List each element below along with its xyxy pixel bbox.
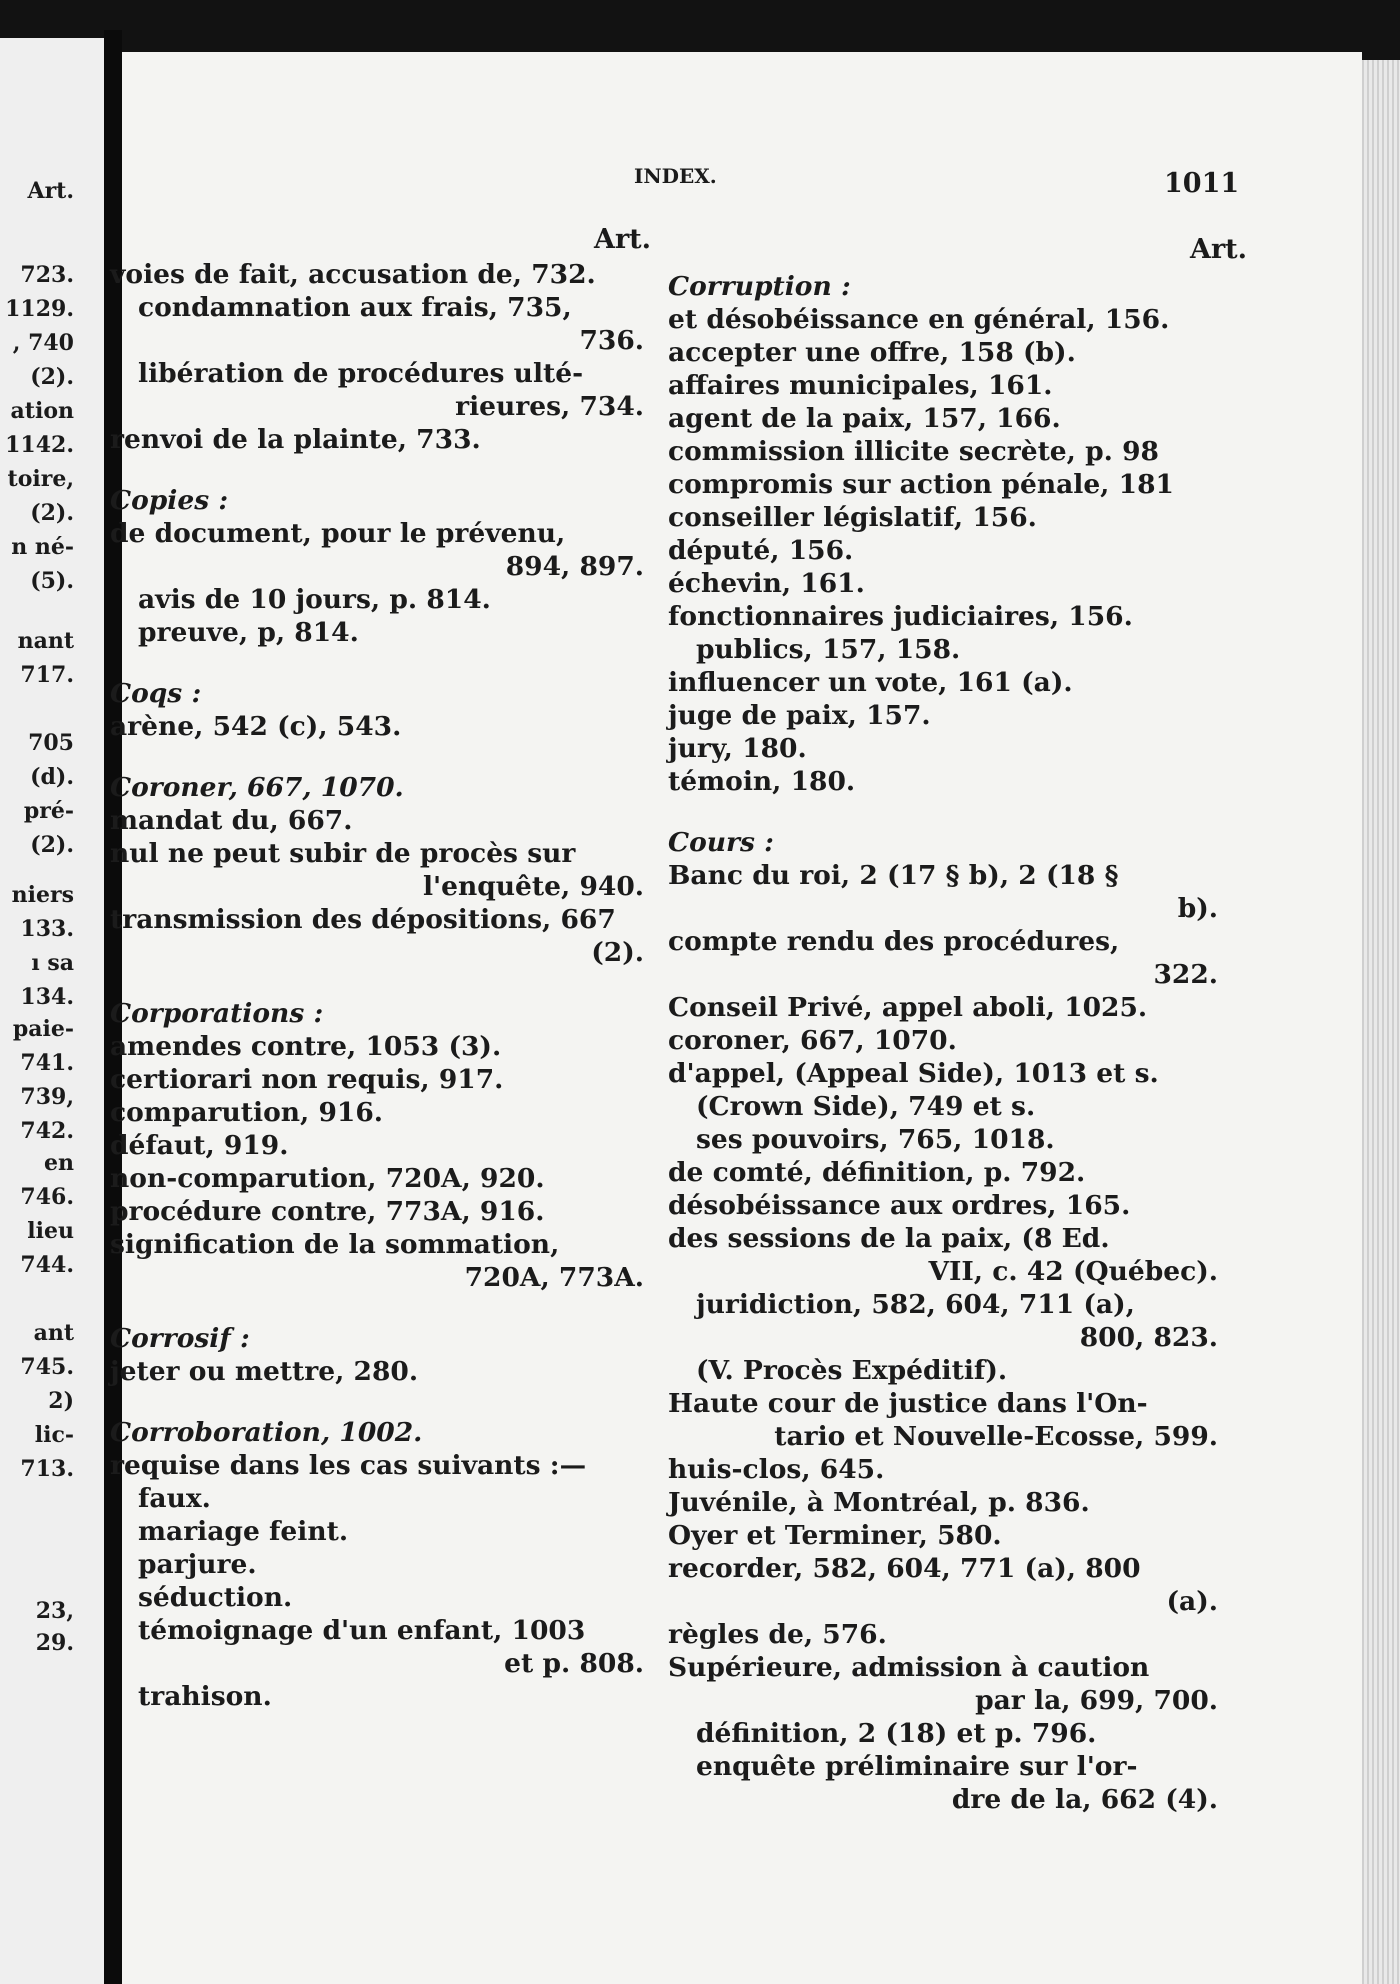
index-entry-line: Supérieure, admission à caution — [668, 1652, 1150, 1683]
index-entry-line: député, 156. — [668, 535, 854, 566]
index-entry-line: procédure contre, 773A, 916. — [110, 1196, 545, 1227]
index-heading: Coroner, 667, 1070. — [110, 772, 404, 803]
index-heading: Copies : — [110, 485, 229, 516]
facing-page-margin-line: 134. — [20, 984, 74, 1010]
facing-page-margin-line: 23, — [35, 1598, 74, 1624]
facing-page-margin-line: 2) — [48, 1388, 74, 1414]
facing-page-margin-line: (5). — [30, 568, 74, 594]
index-entry-line: requise dans les cas suivants :— — [110, 1450, 587, 1481]
index-entry-line: influencer un vote, 161 (a). — [668, 667, 1073, 698]
facing-page-margin-line: pré- — [23, 798, 74, 824]
facing-page-margin-line: 705 — [28, 730, 74, 756]
index-entry-line: jury, 180. — [668, 733, 807, 764]
index-heading: Corrosif : — [110, 1323, 250, 1354]
index-entry-line: témoin, 180. — [668, 766, 856, 797]
facing-page-margin-line: 717. — [20, 662, 74, 688]
entry-spacer — [110, 1388, 644, 1416]
entry-spacer — [110, 743, 644, 771]
index-entry-line: trahison. — [138, 1681, 272, 1712]
index-entry-line: recorder, 582, 604, 771 (a), 800 — [668, 1553, 1141, 1584]
index-entry-line: d'appel, (Appeal Side), 1013 et s. — [668, 1058, 1159, 1089]
index-entry-line: coroner, 667, 1070. — [668, 1025, 957, 1056]
index-entry-line: rieures, 734. — [455, 391, 644, 422]
index-entry-line: Haute cour de justice dans l'On- — [668, 1388, 1148, 1419]
facing-page-margin-line: , 740 — [12, 330, 74, 356]
index-heading: Corruption : — [668, 271, 851, 302]
index-entry-line: (2). — [591, 937, 644, 968]
index-entry-line: défaut, 919. — [110, 1130, 289, 1161]
index-entry-line: renvoi de la plainte, 733. — [110, 424, 481, 455]
index-entry-line: conseiller législatif, 156. — [668, 502, 1037, 533]
index-entry-line: juge de paix, 157. — [668, 700, 931, 731]
index-entry-line: Juvénile, à Montréal, p. 836. — [668, 1487, 1090, 1518]
index-entry-line: ses pouvoirs, 765, 1018. — [696, 1124, 1055, 1155]
index-entry-line: définition, 2 (18) et p. 796. — [696, 1718, 1097, 1749]
facing-page-margin-line: nant — [17, 628, 74, 654]
index-page — [110, 52, 1362, 1984]
index-entry-line: commission illicite secrète, p. 98 — [668, 436, 1159, 467]
facing-page-margin-line: ı sa — [31, 950, 74, 976]
index-entry-line: tario et Nouvelle-Ecosse, 599. — [774, 1421, 1218, 1452]
index-entry-line: b). — [1177, 893, 1218, 924]
facing-page-margin-line: lieu — [27, 1218, 74, 1244]
index-heading: Corroboration, 1002. — [110, 1417, 423, 1448]
index-entry-line: enquête préliminaire sur l'or- — [696, 1751, 1138, 1782]
facing-page-margin-line: Art. — [27, 178, 74, 204]
index-entry-line: certiorari non requis, 917. — [110, 1064, 504, 1095]
index-entry-line: compte rendu des procédures, — [668, 926, 1120, 957]
facing-page-margin-line: 713. — [20, 1456, 74, 1482]
index-entry-line: non-comparution, 720A, 920. — [110, 1163, 545, 1194]
index-entry-line: voies de fait, accusation de, 732. — [110, 259, 596, 290]
index-entry-line: règles de, 576. — [668, 1619, 887, 1650]
index-entry-line: 322. — [1153, 959, 1218, 990]
facing-page-margin-line: n né- — [11, 534, 74, 560]
index-entry-line: Conseil Privé, appel aboli, 1025. — [668, 992, 1148, 1023]
index-entry-line: signification de la sommation, — [110, 1229, 560, 1260]
index-entry-line: avis de 10 jours, p. 814. — [138, 584, 491, 615]
index-entry-line: faux. — [138, 1483, 211, 1514]
index-entry-line: par la, 699, 700. — [975, 1685, 1218, 1716]
index-entry-line: séduction. — [138, 1582, 293, 1613]
index-entry-line: témoignage d'un enfant, 1003 — [138, 1615, 586, 1646]
index-entry-line: 720A, 773A. — [464, 1262, 644, 1293]
index-entry-line: l'enquête, 940. — [422, 871, 644, 902]
index-entry-line: accepter une offre, 158 (b). — [668, 337, 1076, 368]
entry-spacer — [110, 969, 644, 997]
facing-page-margin-line: (2). — [30, 364, 74, 390]
index-entry-line: mandat du, 667. — [110, 805, 353, 836]
index-entry-line: juridiction, 582, 604, 711 (a), — [696, 1289, 1135, 1320]
index-entry-line: arène, 542 (c), 543. — [110, 711, 402, 742]
index-entry-line: dre de la, 662 (4). — [951, 1784, 1218, 1815]
facing-page-margin-line: 741. — [20, 1050, 74, 1076]
index-entry-line: et p. 808. — [504, 1648, 644, 1679]
index-entry-line: libération de procédures ulté- — [138, 358, 584, 389]
facing-page-margin-line: 746. — [20, 1184, 74, 1210]
index-entry-line: VII, c. 42 (Québec). — [928, 1256, 1218, 1287]
facing-page-margin-line: (2). — [30, 500, 74, 526]
index-heading: Corporations : — [110, 998, 324, 1029]
facing-page-margin-line: ation — [10, 398, 74, 424]
index-entry-line: parjure. — [138, 1549, 257, 1580]
index-entry-line: 894, 897. — [505, 551, 644, 582]
left-column-art-heading: Art. — [594, 224, 652, 255]
entry-spacer — [110, 649, 644, 677]
entry-spacer — [110, 456, 644, 484]
index-entry-line: Banc du roi, 2 (17 § b), 2 (18 § — [668, 860, 1119, 891]
index-entry-line: amendes contre, 1053 (3). — [110, 1031, 502, 1062]
index-entry-line: 736. — [579, 325, 644, 356]
facing-page-margin-line: 133. — [20, 916, 74, 942]
index-entry-line: (V. Procès Expéditif). — [696, 1355, 1008, 1386]
facing-page-margin-line: 739, — [20, 1084, 74, 1110]
index-entry-line: condamnation aux frais, 735, — [138, 292, 572, 323]
index-entry-line: huis-clos, 645. — [668, 1454, 885, 1485]
index-heading: Cours : — [668, 827, 774, 858]
index-entry-line: affaires municipales, 161. — [668, 370, 1053, 401]
facing-page-margin-line: 745. — [20, 1354, 74, 1380]
index-heading: Coqs : — [110, 678, 202, 709]
index-entry-line: transmission des dépositions, 667 — [110, 904, 616, 935]
facing-page-margin-line: toire, — [7, 466, 74, 492]
running-title: INDEX. — [634, 164, 717, 188]
index-entry-line: compromis sur action pénale, 181 — [668, 469, 1174, 500]
index-entry-line: (Crown Side), 749 et s. — [696, 1091, 1036, 1122]
facing-page-margin-line: paie- — [12, 1016, 74, 1042]
facing-page-margin-line: 1129. — [5, 296, 74, 322]
index-entry-line: de comté, définition, p. 792. — [668, 1157, 1086, 1188]
facing-page-margin-line: (d). — [30, 764, 74, 790]
right-index-column — [668, 270, 1218, 1816]
facing-page-margin-line: ant — [33, 1320, 74, 1346]
index-entry-line: nul ne peut subir de procès sur — [110, 838, 576, 869]
index-entry-line: 800, 823. — [1079, 1322, 1218, 1353]
page-stack-edge — [1362, 60, 1400, 1984]
index-entry-line: comparution, 916. — [110, 1097, 384, 1128]
index-entry-line: agent de la paix, 157, 166. — [668, 403, 1061, 434]
index-entry-line: publics, 157, 158. — [696, 634, 961, 665]
facing-page-margin-line: (2). — [30, 832, 74, 858]
index-entry-line: (a). — [1166, 1586, 1218, 1617]
index-entry-line: mariage feint. — [138, 1516, 349, 1547]
index-entry-line: fonctionnaires judiciaires, 156. — [668, 601, 1133, 632]
right-column-art-heading: Art. — [1190, 234, 1248, 265]
facing-page-margin-line: en — [44, 1150, 74, 1176]
facing-page-margin-line: 723. — [20, 262, 74, 288]
entry-spacer — [110, 1294, 644, 1322]
facing-page-margin-line: 742. — [20, 1118, 74, 1144]
index-entry-line: jeter ou mettre, 280. — [110, 1356, 419, 1387]
index-entry-line: échevin, 161. — [668, 568, 865, 599]
facing-page-margin-line: 29. — [35, 1630, 74, 1656]
index-entry-line: de document, pour le prévenu, — [110, 518, 566, 549]
facing-page-margin-line: 744. — [20, 1252, 74, 1278]
left-index-column — [110, 258, 644, 1713]
facing-page-margin-line: 1142. — [5, 432, 74, 458]
facing-page-margin-line: lic- — [34, 1422, 74, 1448]
index-entry-line: preuve, p, 814. — [138, 617, 359, 648]
page-number: 1011 — [1164, 168, 1240, 199]
index-entry-line: et désobéissance en général, 156. — [668, 304, 1170, 335]
facing-page-fragment — [0, 38, 104, 1984]
facing-page-margin-line: niers — [11, 882, 74, 908]
index-entry-line: Oyer et Terminer, 580. — [668, 1520, 1002, 1551]
entry-spacer — [668, 798, 1218, 826]
index-entry-line: des sessions de la paix, (8 Ed. — [668, 1223, 1110, 1254]
index-entry-line: désobéissance aux ordres, 165. — [668, 1190, 1131, 1221]
